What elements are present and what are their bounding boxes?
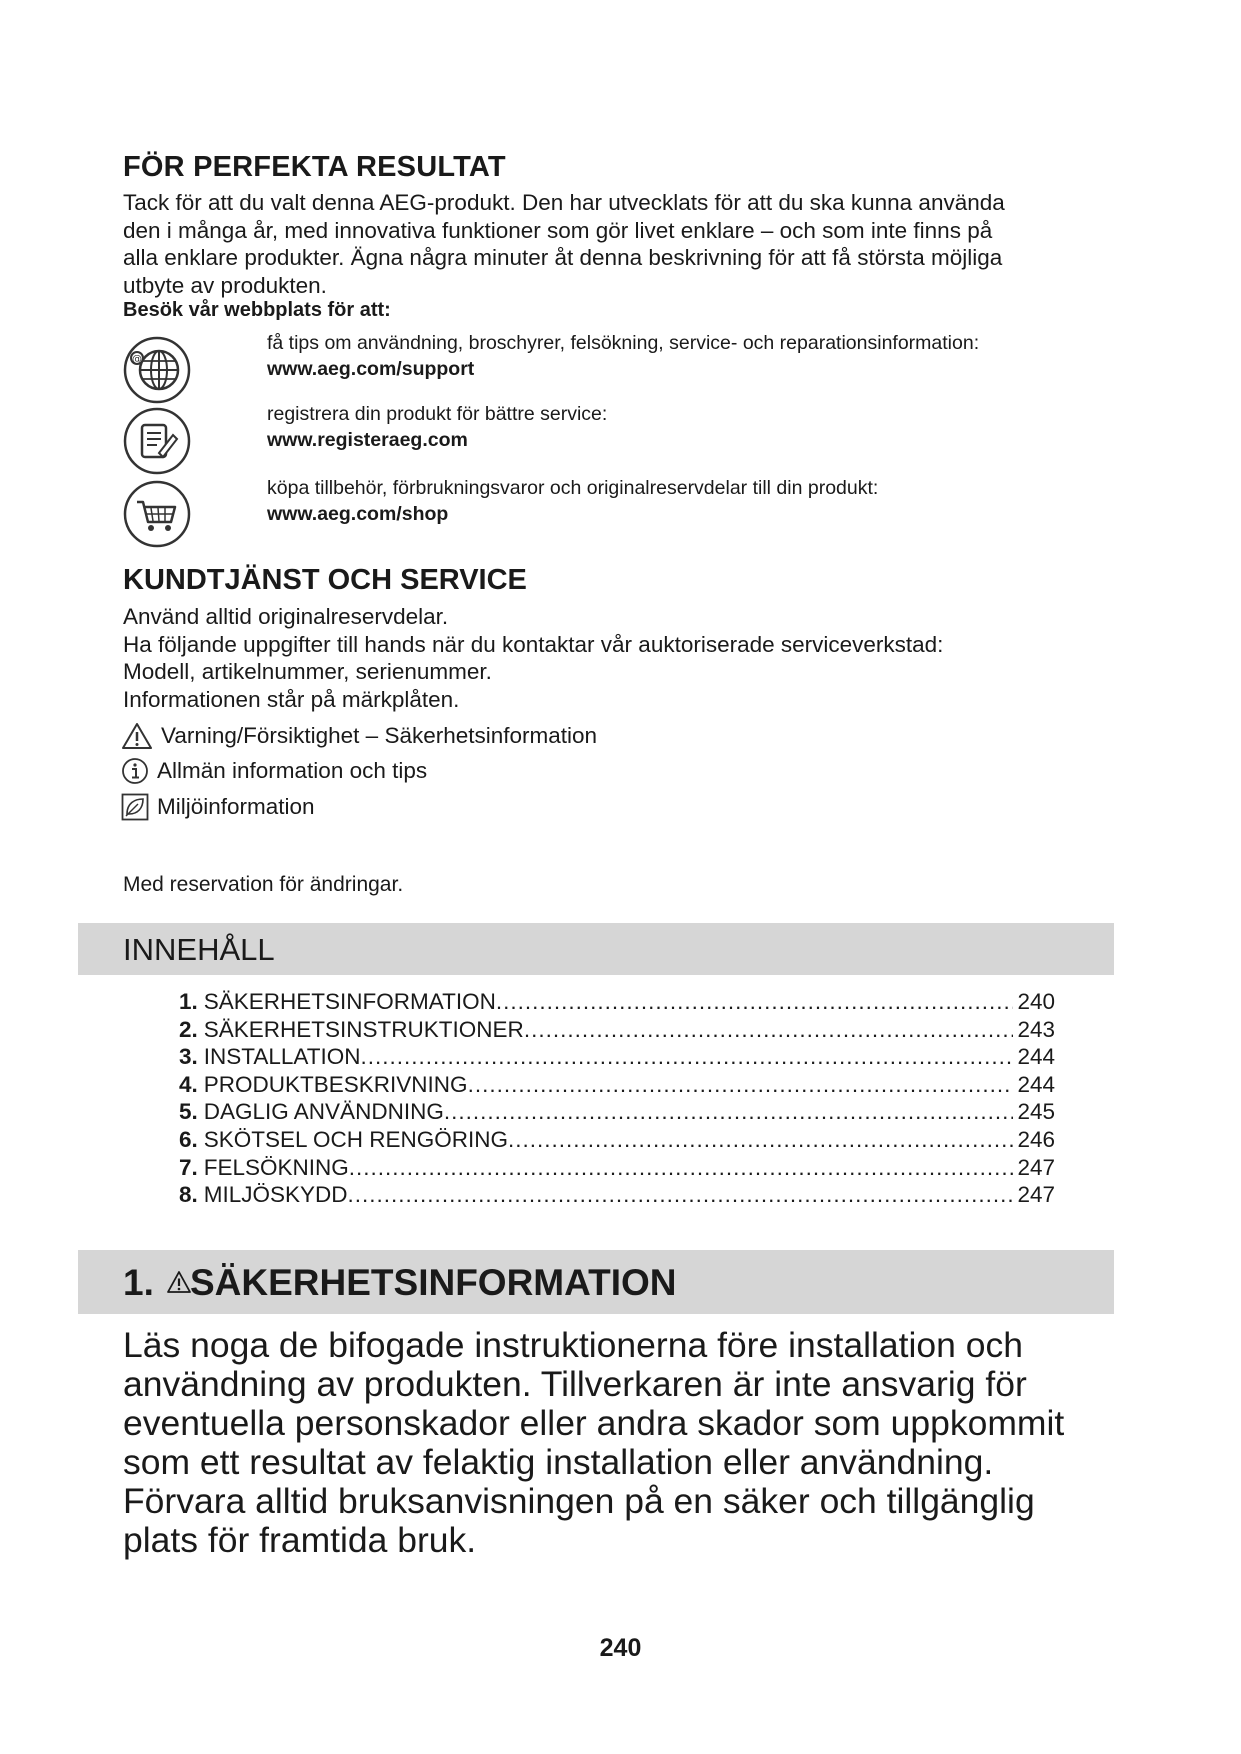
- toc-leader: [348, 1181, 1014, 1209]
- service-line: Modell, artikelnummer, serienummer.: [123, 659, 492, 685]
- toc-title: FELSÖKNING: [203, 1154, 349, 1180]
- toc-page: 243: [1017, 1016, 1055, 1042]
- shop-link[interactable]: www.aeg.com/shop: [267, 503, 449, 525]
- toc-title: MILJÖSKYDD: [203, 1182, 348, 1208]
- safety-line: användning av produkten. Tillverkaren är inte ansvarig för: [123, 1364, 1027, 1404]
- toc-leader: [468, 1071, 1014, 1099]
- section1-title: SÄKERHETSINFORMATION: [190, 1262, 677, 1303]
- safety-line: Förvara alltid bruksanvisningen på en säker och tillgänglig: [123, 1481, 1035, 1521]
- intro-line: den i många år, med innovativa funktioner som gör livet enklare – och som inte finns på: [123, 217, 993, 243]
- toc-number: 2.: [179, 1016, 198, 1042]
- toc-leader: [444, 1098, 1014, 1126]
- toc-item[interactable]: [179, 988, 1055, 1016]
- intro-line: Tack för att du valt denna AEG-produkt. Den har utvecklats för att du ska kunna använda: [123, 190, 1005, 215]
- toc-page: 244: [1017, 1071, 1055, 1097]
- toc-title: DAGLIG ANVÄNDNING: [203, 1099, 444, 1125]
- toc-title: PRODUKTBESKRIVNING: [203, 1071, 468, 1097]
- page-number: 240: [599, 1634, 642, 1662]
- reservation-note: Med reservation för ändringar.: [123, 873, 404, 896]
- toc-number: 6.: [179, 1126, 198, 1152]
- visit-label: Besök vår webbplats för att:: [123, 299, 391, 321]
- toc-number: 4.: [179, 1071, 198, 1097]
- svg-text:@: @: [132, 354, 142, 365]
- toc-title: SÄKERHETSINSTRUKTIONER: [203, 1016, 524, 1042]
- toc-leader: [524, 1016, 1014, 1044]
- toc-item[interactable]: [179, 1071, 1055, 1099]
- support-link[interactable]: www.aeg.com/support: [267, 358, 475, 380]
- toc-number: 8.: [179, 1182, 198, 1208]
- intro-line: utbyte av produkten.: [123, 272, 327, 298]
- intro-paragraph: [123, 189, 1123, 299]
- globe-icon: [121, 334, 193, 406]
- web-link-register: [267, 401, 607, 453]
- web-link-shop: [267, 475, 878, 527]
- toc-title: INSTALLATION: [203, 1044, 361, 1070]
- safety-line: plats för framtida bruk.: [123, 1520, 477, 1560]
- shopping-cart-icon: [121, 478, 193, 550]
- toc-title: SÄKERHETSINFORMATION: [203, 989, 496, 1014]
- web-link-description: registrera din produkt för bättre service:: [267, 403, 608, 425]
- section1-number: 1.: [123, 1262, 154, 1303]
- toc-page: 244: [1017, 1044, 1055, 1070]
- leaf-environment-icon: [121, 793, 149, 821]
- section-heading-service: KUNDTJÄNST OCH SERVICE: [123, 564, 527, 596]
- toc-page: 246: [1017, 1126, 1055, 1152]
- safety-paragraph: [123, 1326, 1064, 1560]
- toc-item[interactable]: [179, 1126, 1055, 1154]
- safety-line: eventuella personskador eller andra skador som uppkommit: [123, 1403, 1065, 1443]
- toc-page: 247: [1017, 1154, 1055, 1180]
- web-link-support: [267, 330, 979, 382]
- table-of-contents: [179, 988, 1055, 1209]
- contents-header-band: [78, 923, 1114, 975]
- legend-environment: [121, 793, 315, 821]
- legend-warning: [121, 722, 597, 750]
- toc-title: SKÖTSEL OCH RENGÖRING: [203, 1126, 508, 1152]
- toc-page: 247: [1017, 1182, 1055, 1208]
- toc-leader: [508, 1126, 1013, 1154]
- service-line: Använd alltid originalreservdelar.: [123, 604, 449, 629]
- toc-item[interactable]: [179, 1181, 1055, 1209]
- legend-label: Allmän information och tips: [157, 758, 428, 783]
- safety-line: som ett resultat av felaktig installation eller användning.: [123, 1442, 994, 1482]
- toc-page: 245: [1017, 1099, 1055, 1125]
- register-link[interactable]: www.registeraeg.com: [267, 429, 468, 451]
- toc-number: 5.: [179, 1099, 198, 1125]
- section1-header-band: [78, 1250, 1114, 1314]
- toc-page: 240: [1017, 989, 1055, 1014]
- contents-heading: INNEHÅLL: [123, 932, 275, 967]
- service-line: Ha följande uppgifter till hands när du kontaktar vår auktoriserade serviceverkstad:: [123, 631, 944, 657]
- toc-leader: [496, 988, 1014, 1016]
- intro-line: alla enklare produkter. Ägna några minuter åt denna beskrivning för att få största möjliga: [123, 245, 1003, 271]
- toc-number: 7.: [179, 1154, 198, 1180]
- toc-number: 3.: [179, 1044, 198, 1070]
- toc-item[interactable]: [179, 1043, 1055, 1071]
- toc-number: 1.: [179, 989, 198, 1014]
- web-link-description: få tips om användning, broschyrer, felsökning, service- och reparationsinformation:: [267, 332, 980, 354]
- warning-triangle-icon: [121, 722, 153, 750]
- section-heading-results: FÖR PERFEKTA RESULTAT: [123, 151, 506, 183]
- web-link-description: köpa tillbehör, förbrukningsvaror och originalreservdelar till din produkt:: [267, 477, 879, 499]
- service-line: Informationen står på märkplåten.: [123, 686, 460, 712]
- toc-leader: [360, 1043, 1013, 1071]
- legend-label: Miljöinformation: [157, 794, 315, 819]
- warning-triangle-icon: [166, 1270, 192, 1294]
- legend-label: Varning/Försiktighet – Säkerhetsinformation: [161, 723, 598, 748]
- info-circle-icon: [121, 757, 149, 785]
- safety-line: Läs noga de bifogade instruktionerna före installation och: [123, 1325, 1023, 1365]
- toc-item[interactable]: [179, 1098, 1055, 1126]
- toc-item[interactable]: [179, 1016, 1055, 1044]
- toc-leader: [349, 1154, 1014, 1182]
- service-paragraph: [123, 603, 943, 713]
- legend-info: [121, 757, 427, 785]
- toc-item[interactable]: [179, 1154, 1055, 1182]
- register-icon: [121, 405, 193, 477]
